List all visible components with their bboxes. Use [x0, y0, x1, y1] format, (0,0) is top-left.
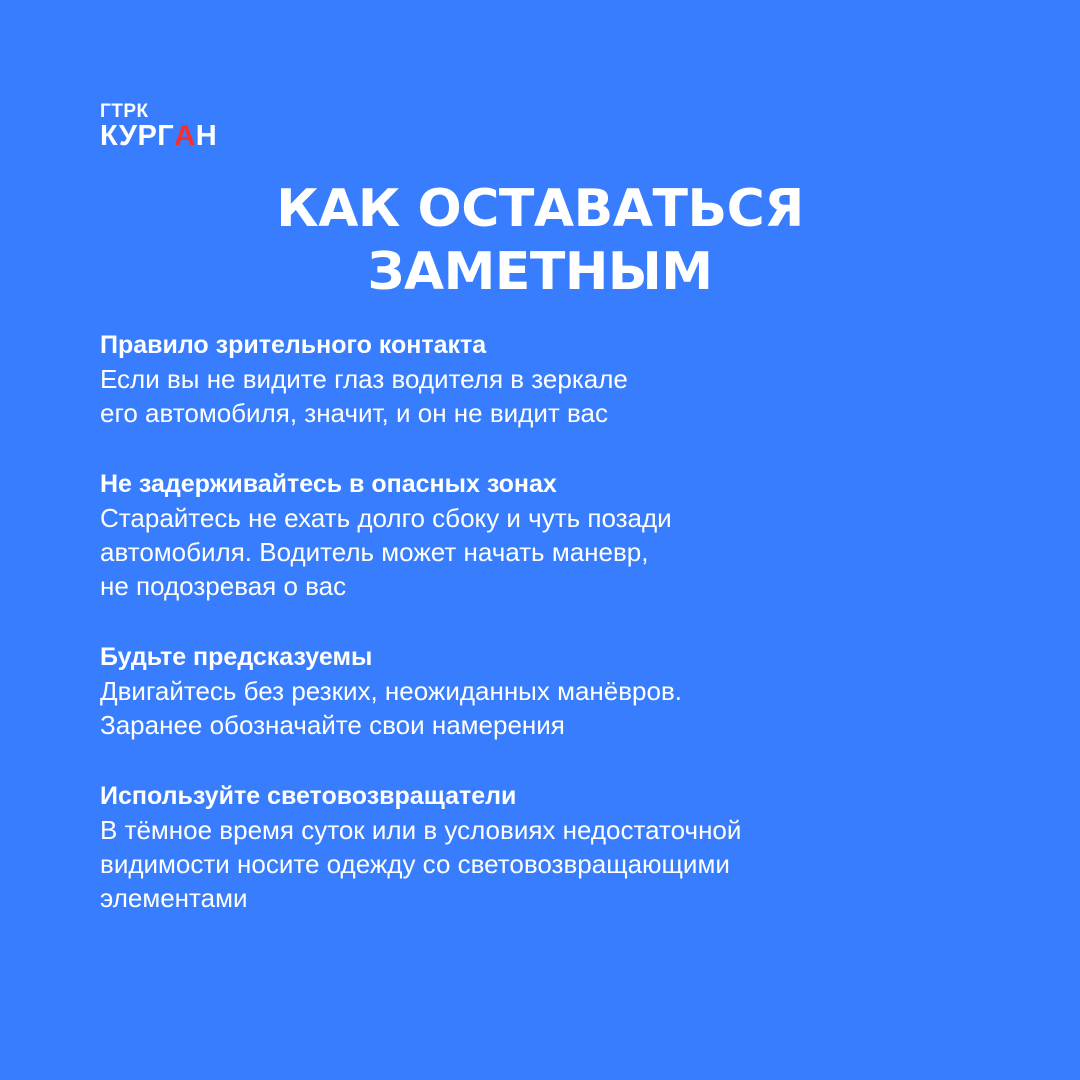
- logo-top-text: ГТРК: [100, 101, 149, 122]
- tip-heading: Правило зрительного контакта: [100, 331, 487, 359]
- tip-danger-zones: [100, 467, 980, 603]
- page-title: [0, 178, 1080, 304]
- tip-body: [100, 674, 980, 742]
- tip-body-line: Старайтесь не ехать долго сбоку и чуть позади: [100, 503, 672, 533]
- logo-main-part-a: КУРГ: [100, 120, 175, 152]
- tip-body-line: видимости носите одежду со световозвращающими: [100, 849, 730, 879]
- tip-heading: Будьте предсказуемы: [100, 643, 373, 671]
- tip-heading: Не задерживайтесь в опасных зонах: [100, 470, 557, 498]
- logo-main-part-b: Н: [195, 120, 218, 152]
- tip-body-line: Заранее обозначайте свои намерения: [100, 710, 565, 740]
- tip-heading: Используйте световозвращатели: [100, 782, 517, 810]
- tip-be-predictable: [100, 640, 980, 742]
- logo-main-text: [100, 121, 217, 151]
- tip-body-line: Если вы не видите глаз водителя в зеркале: [100, 364, 628, 394]
- tip-body: [100, 813, 980, 915]
- tip-body: [100, 501, 980, 603]
- tip-body-line: элементами: [100, 883, 248, 913]
- tip-body-line: не подозревая о вас: [100, 571, 347, 601]
- tips-list: [100, 328, 980, 952]
- logo-main-accent-letter: А: [174, 120, 196, 152]
- gtrk-kurgan-logo: [100, 102, 260, 152]
- tip-body-line: В тёмное время суток или в условиях недостаточной: [100, 815, 742, 845]
- tip-body: [100, 362, 980, 430]
- tip-body-line: его автомобиля, значит, и он не видит вас: [100, 398, 608, 428]
- title-line-2: ЗАМЕТНЫМ: [367, 242, 713, 302]
- tip-body-line: Двигайтесь без резких, неожиданных манёвров.: [100, 676, 683, 706]
- tip-reflectors: [100, 779, 980, 915]
- title-line-1: КАК ОСТАВАТЬСЯ: [276, 179, 804, 239]
- tip-eye-contact: [100, 328, 980, 430]
- tip-body-line: автомобиля. Водитель может начать маневр,: [100, 537, 649, 567]
